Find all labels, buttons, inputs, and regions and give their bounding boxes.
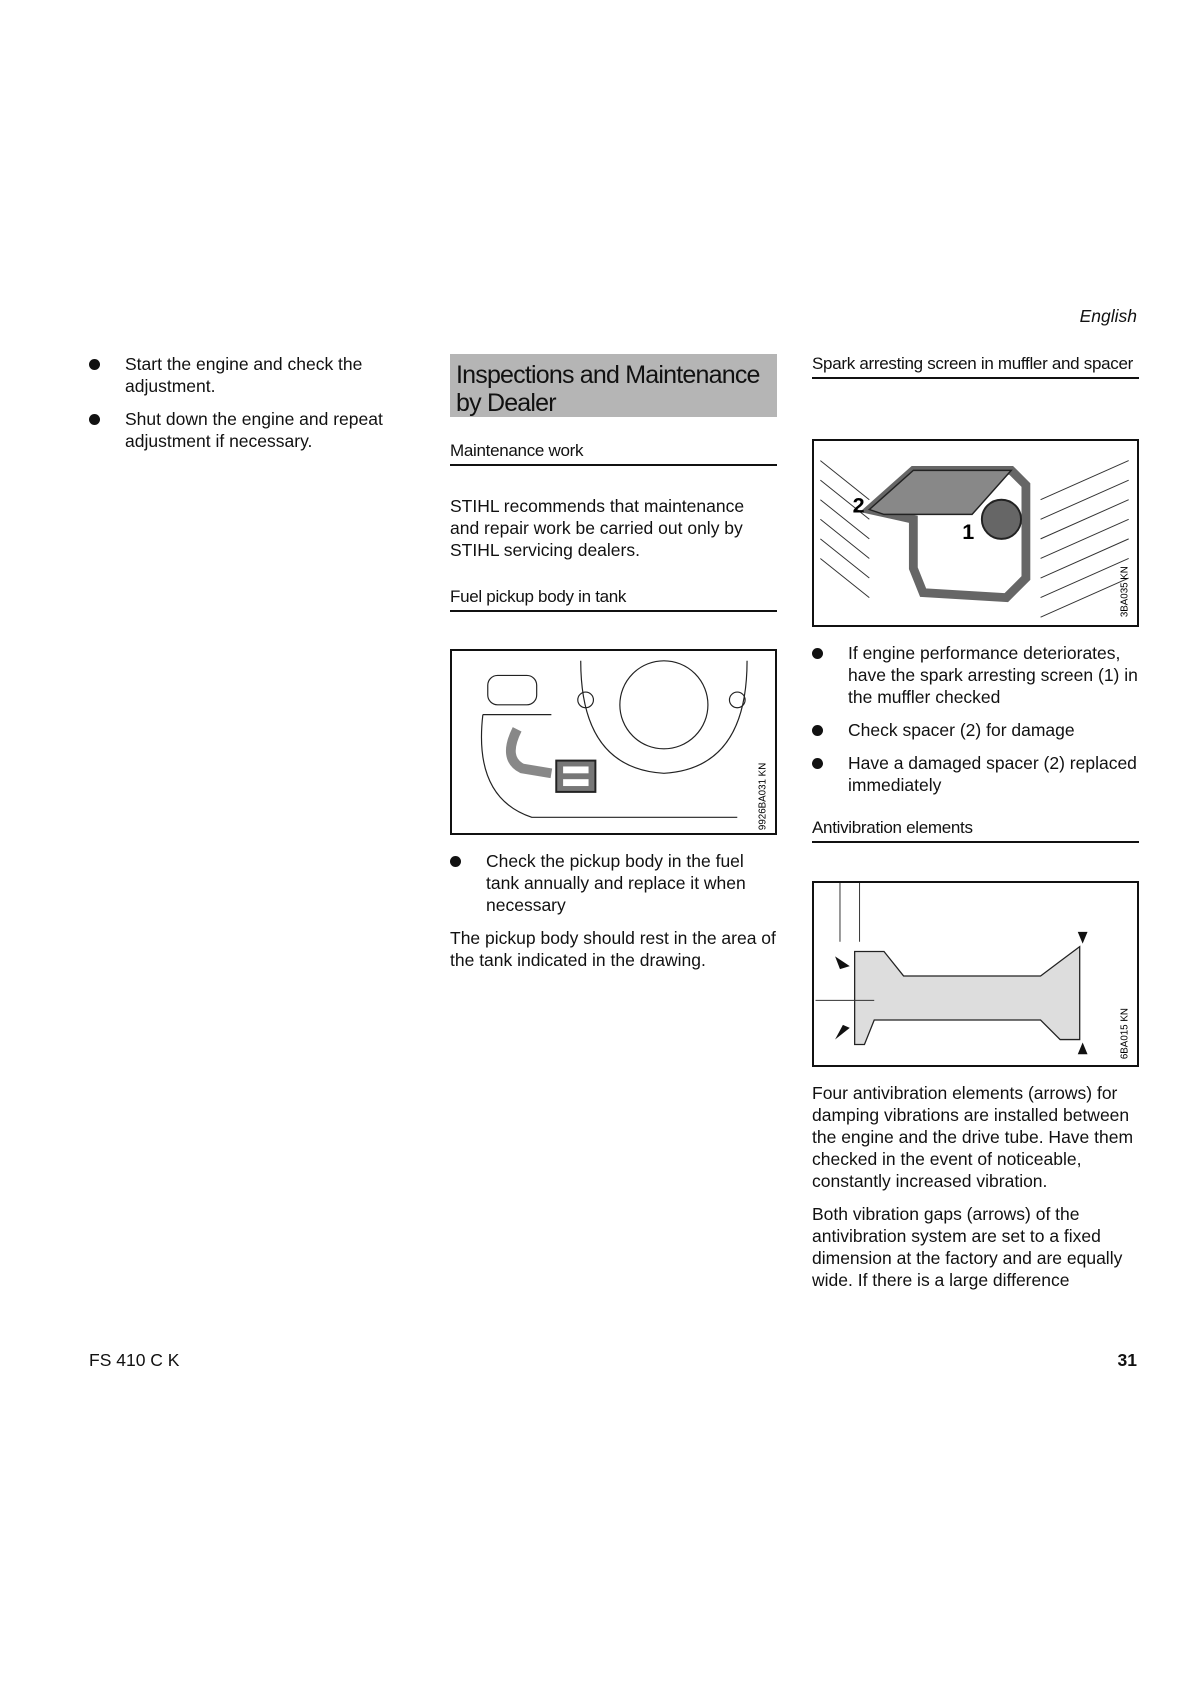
bullet-icon xyxy=(89,414,100,425)
maintenance-heading: Maintenance work xyxy=(450,440,777,466)
bullet-icon xyxy=(450,856,461,867)
bullet-item: Shut down the engine and repeat adjustment if necessary. xyxy=(89,408,419,452)
spark-heading: Spark arresting screen in muffler and spacer xyxy=(812,353,1139,379)
section-title: Inspections and Maintenance by Dealer xyxy=(450,354,777,417)
label-2: 2 xyxy=(852,493,865,518)
fuel-pickup-figure xyxy=(450,649,777,835)
antivibration-text-1: Four antivibration elements (arrows) for damping vibrations are installed between the engine and the drive tube. Have them checked in the event of noticeable, constantly increased vibration. xyxy=(812,1083,1134,1191)
bullet-icon xyxy=(812,758,823,769)
column-1 xyxy=(89,353,419,463)
figure-code: 3BA035 KN xyxy=(1119,566,1131,618)
label-1: 1 xyxy=(962,519,975,544)
figure-code: 6BA015 KN xyxy=(1119,1008,1131,1060)
antivibration-illustration xyxy=(814,883,1137,1065)
language-label: English xyxy=(1079,306,1137,326)
bullet-icon xyxy=(812,725,823,736)
bullet-item: Check spacer (2) for damage xyxy=(812,719,1139,741)
fuel-heading: Fuel pickup body in tank xyxy=(450,586,777,612)
bullet-item: If engine performance deteriorates, have the spark arresting screen (1) in the muffler checked xyxy=(812,642,1139,708)
figure-code: 9926BA031 KN xyxy=(757,762,769,831)
antivibration-figure xyxy=(812,881,1139,1067)
antivibration-heading: Antivibration elements xyxy=(812,817,1139,843)
maintenance-text: STIHL recommends that maintenance and repair work be carried out only by STIHL servicing dealers. xyxy=(450,496,745,560)
page-number: 31 xyxy=(1117,1350,1137,1370)
bullet-item: Start the engine and check the adjustment. xyxy=(89,353,419,397)
muffler-illustration xyxy=(814,441,1137,625)
bullet-item: Check the pickup body in the fuel tank annually and replace it when necessary xyxy=(450,850,777,916)
spark-arrestor-figure xyxy=(812,439,1139,627)
fuel-text: The pickup body should rest in the area of the tank indicated in the drawing. xyxy=(450,928,776,970)
bullet-icon xyxy=(812,648,823,659)
fuel-tank-illustration xyxy=(452,651,775,833)
antivibration-text-2: Both vibration gaps (arrows) of the antivibration system are set to a fixed dimension at the factory and are equally wide. If there is a large difference xyxy=(812,1204,1123,1290)
bullet-icon xyxy=(89,359,100,370)
bullet-item: Have a damaged spacer (2) replaced immediately xyxy=(812,752,1139,796)
model-name: FS 410 C K xyxy=(89,1350,180,1370)
